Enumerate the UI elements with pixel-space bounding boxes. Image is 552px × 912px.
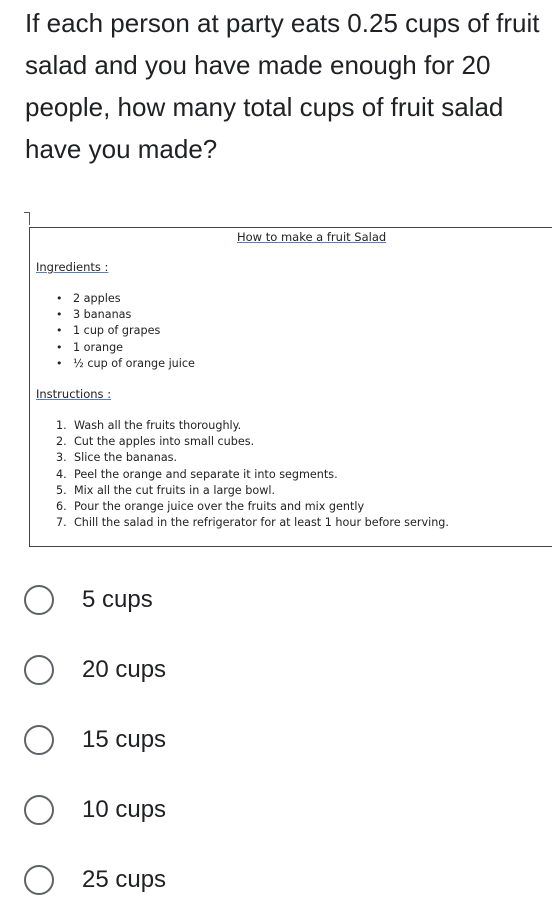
list-item: 6. Pour the orange juice over the fruits and mix gently bbox=[56, 499, 365, 513]
radio-button[interactable] bbox=[24, 795, 54, 825]
list-item: 2. Cut the apples into small cubes. bbox=[56, 435, 255, 449]
option-15-cups[interactable] bbox=[24, 720, 524, 760]
option-label: 20 cups bbox=[82, 656, 167, 683]
option-5-cups[interactable] bbox=[24, 580, 524, 620]
instructions-heading: Instructions : bbox=[36, 387, 112, 401]
list-item: • 1 cup of grapes bbox=[56, 324, 161, 338]
radio-button[interactable] bbox=[24, 655, 54, 685]
document-corner-mark bbox=[24, 212, 30, 225]
option-10-cups[interactable] bbox=[24, 790, 524, 830]
question-text: If each person at party eats 0.25 cups of fruit salad and you have made enough for 20 people, how many total cups of fruit salad have you made? bbox=[25, 8, 540, 164]
list-item: 5. Mix all the cut fruits in a large bowl. bbox=[56, 483, 276, 497]
document-title: How to make a fruit Salad bbox=[237, 230, 387, 244]
ingredients-heading: Ingredients : bbox=[36, 260, 109, 274]
radio-button[interactable] bbox=[24, 865, 54, 895]
list-item: • 1 orange bbox=[56, 340, 124, 354]
list-item: • 2 apples bbox=[56, 292, 121, 305]
list-item: 1. Wash all the fruits thoroughly. bbox=[56, 419, 242, 432]
ingredients-list bbox=[56, 291, 195, 372]
radio-button[interactable] bbox=[24, 585, 54, 615]
recipe-document-image bbox=[29, 227, 552, 547]
option-label: 5 cups bbox=[82, 586, 153, 613]
instructions-list bbox=[56, 418, 449, 531]
option-label: 10 cups bbox=[82, 796, 167, 823]
option-label: 15 cups bbox=[82, 726, 167, 753]
option-label: 25 cups bbox=[82, 866, 167, 893]
list-item: 7. Chill the salad in the refrigerator for at least 1 hour before serving. bbox=[56, 516, 449, 530]
list-item: 4. Peel the orange and separate it into segments. bbox=[56, 467, 338, 481]
list-item: 3. Slice the bananas. bbox=[56, 451, 178, 465]
option-20-cups[interactable] bbox=[24, 650, 524, 690]
list-item: • 3 bananas bbox=[56, 308, 132, 322]
radio-button[interactable] bbox=[24, 725, 54, 755]
option-25-cups[interactable] bbox=[24, 860, 524, 900]
list-item: • ½ cup of orange juice bbox=[56, 356, 195, 370]
